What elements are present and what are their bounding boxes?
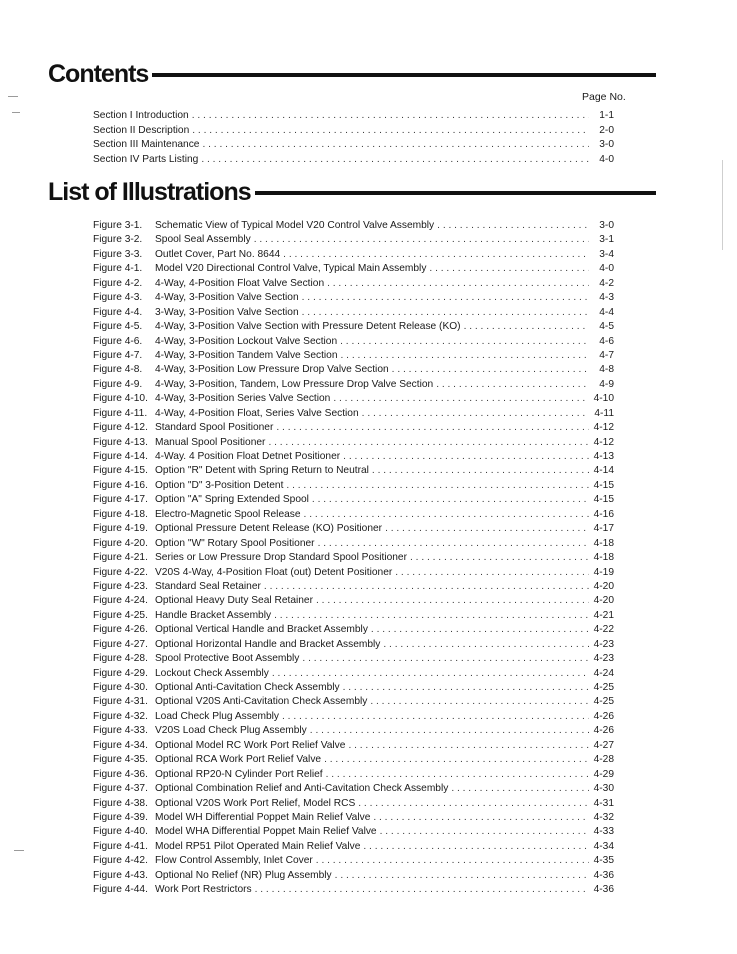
figure-page: 4-4 bbox=[599, 306, 614, 318]
figure-title: Handle Bracket Assembly bbox=[155, 609, 272, 621]
contents-entry bbox=[93, 154, 614, 169]
illustration-entry bbox=[93, 422, 614, 436]
contents-entry-title: Section IV Parts Listing bbox=[93, 153, 199, 165]
contents-list bbox=[93, 110, 614, 168]
figure-page: 4-3 bbox=[599, 292, 614, 304]
illustration-entry bbox=[93, 682, 614, 696]
illustrations-heading bbox=[48, 178, 656, 207]
dot-leader bbox=[371, 624, 589, 635]
illustration-entry bbox=[93, 263, 614, 277]
contents-title: Contents bbox=[48, 60, 149, 88]
illustration-entry bbox=[93, 437, 614, 451]
figure-number: Figure 3-1. bbox=[93, 220, 143, 231]
figure-number: Figure 4-29. bbox=[93, 667, 148, 679]
figure-number: Figure 4-22. bbox=[93, 566, 148, 578]
figure-page: 4-15 bbox=[593, 494, 614, 506]
figure-number: Figure 4-24. bbox=[93, 595, 148, 607]
illustration-entry bbox=[93, 826, 614, 840]
illustration-entry bbox=[93, 234, 614, 248]
illustration-entry bbox=[93, 740, 614, 754]
figure-number: Figure 4-8. bbox=[93, 364, 143, 376]
dot-leader bbox=[254, 234, 589, 245]
figure-title: Load Check Plug Assembly bbox=[155, 710, 280, 722]
illustration-entry bbox=[93, 769, 614, 783]
contents-heading bbox=[48, 60, 656, 89]
figure-page: 4-26 bbox=[593, 725, 614, 737]
illustration-entry bbox=[93, 480, 614, 494]
contents-entry bbox=[93, 139, 614, 154]
contents-entry-title: Section II Description bbox=[93, 124, 190, 136]
contents-entry-page: 3-0 bbox=[599, 139, 614, 150]
figure-number: Figure 4-23. bbox=[93, 580, 148, 592]
figure-title: Model WH Differential Poppet Main Relief Valve bbox=[155, 811, 371, 823]
contents-entry-page: 1-1 bbox=[599, 110, 614, 121]
dot-leader bbox=[283, 249, 589, 260]
figure-page: 4-8 bbox=[599, 364, 614, 376]
figure-page: 4-21 bbox=[593, 609, 614, 621]
scan-mark-top bbox=[8, 96, 18, 97]
figure-number: Figure 4-10. bbox=[93, 393, 148, 405]
figure-page: 4-11 bbox=[594, 407, 614, 419]
contents-entry bbox=[93, 110, 614, 125]
dot-leader bbox=[316, 595, 589, 606]
figure-number: Figure 3-3. bbox=[93, 248, 143, 260]
figure-page: 4-13 bbox=[593, 451, 614, 462]
dot-leader bbox=[192, 125, 589, 136]
figure-number: Figure 3-2. bbox=[93, 234, 143, 246]
figure-title: 4-Way, 3-Position, Tandem, Low Pressure Drop Valve Section bbox=[155, 378, 434, 390]
figure-title: V20S 4-Way, 4-Position Float (out) Detent Positioner bbox=[155, 566, 393, 578]
figure-page: 3-0 bbox=[599, 220, 614, 231]
illustration-entry bbox=[93, 567, 614, 581]
figure-page: 4-7 bbox=[599, 349, 614, 361]
figure-title: Model RP51 Pilot Operated Main Relief Valve bbox=[155, 840, 361, 852]
figure-title: Optional V20S Work Port Relief, Model RCS bbox=[155, 797, 356, 809]
illustration-entry bbox=[93, 336, 614, 350]
dot-leader bbox=[255, 884, 589, 895]
figure-number: Figure 4-13. bbox=[93, 436, 148, 448]
figure-number: Figure 4-30. bbox=[93, 682, 148, 693]
figure-page: 4-35 bbox=[593, 855, 614, 867]
illustration-entry bbox=[93, 494, 614, 508]
dot-leader bbox=[302, 653, 589, 664]
illustration-entry bbox=[93, 783, 614, 797]
figure-number: Figure 4-41. bbox=[93, 840, 148, 852]
figure-number: Figure 4-14. bbox=[93, 451, 148, 462]
illustration-entry bbox=[93, 668, 614, 682]
dot-leader bbox=[202, 139, 589, 150]
figure-page: 4-18 bbox=[593, 552, 614, 564]
figure-page: 3-1 bbox=[599, 234, 614, 246]
illustration-entry bbox=[93, 465, 614, 479]
figure-title: 4-Way, 3-Position Lockout Valve Section bbox=[155, 335, 338, 347]
dot-leader bbox=[312, 494, 589, 505]
figure-number: Figure 4-15. bbox=[93, 465, 148, 477]
figure-title: Optional Pressure Detent Release (KO) Positioner bbox=[155, 523, 383, 535]
figure-number: Figure 4-12. bbox=[93, 422, 148, 434]
illustration-entry bbox=[93, 552, 614, 566]
figure-title: Manual Spool Positioner bbox=[155, 436, 266, 448]
figure-page: 4-12 bbox=[593, 422, 614, 434]
figure-number: Figure 4-17. bbox=[93, 494, 148, 506]
dot-leader bbox=[392, 364, 589, 375]
figure-number: Figure 4-11. bbox=[93, 407, 148, 419]
dot-leader bbox=[348, 740, 589, 751]
figure-page: 4-9 bbox=[599, 378, 614, 390]
dot-leader bbox=[372, 465, 589, 476]
contents-entry bbox=[93, 125, 614, 140]
dot-leader bbox=[380, 826, 589, 837]
illustrations-title: List of Illustrations bbox=[48, 178, 251, 206]
contents-entry-page: 2-0 bbox=[599, 124, 614, 136]
figure-page: 4-0 bbox=[599, 263, 614, 275]
dot-leader bbox=[333, 393, 589, 404]
dot-leader bbox=[268, 437, 589, 448]
figure-number: Figure 4-27. bbox=[93, 638, 148, 650]
dot-leader bbox=[327, 278, 589, 289]
dot-leader bbox=[410, 552, 589, 563]
figure-title: 4-Way, 4-Position Float Valve Section bbox=[155, 277, 325, 289]
contents-entry-page: 4-0 bbox=[599, 153, 614, 165]
figure-title: Optional V20S Anti-Cavitation Check Assembly bbox=[155, 696, 368, 708]
dot-leader bbox=[302, 307, 589, 318]
dot-leader bbox=[326, 769, 589, 780]
figure-title: Spool Protective Boot Assembly bbox=[155, 653, 300, 665]
figure-title: 4-Way, 3-Position Low Pressure Drop Valve Section bbox=[155, 364, 389, 376]
dot-leader bbox=[343, 451, 589, 462]
figure-page: 4-20 bbox=[593, 580, 614, 592]
figure-page: 4-5 bbox=[599, 321, 614, 333]
figure-number: Figure 4-37. bbox=[93, 783, 148, 795]
figure-number: Figure 4-6. bbox=[93, 335, 143, 347]
figure-page: 4-25 bbox=[593, 682, 614, 693]
figure-title: Optional Model RC Work Port Relief Valve bbox=[155, 739, 346, 751]
figure-number: Figure 4-32. bbox=[93, 710, 148, 722]
figure-page: 4-26 bbox=[593, 710, 614, 722]
dot-leader bbox=[318, 538, 589, 549]
illustration-entry bbox=[93, 408, 614, 422]
figure-title: Optional Anti-Cavitation Check Assembly bbox=[155, 682, 340, 693]
dot-leader bbox=[282, 711, 589, 722]
figure-number: Figure 4-3. bbox=[93, 292, 143, 304]
illustration-entry bbox=[93, 393, 614, 407]
figure-number: Figure 4-2. bbox=[93, 277, 143, 289]
dot-leader bbox=[437, 220, 589, 231]
illustration-entry bbox=[93, 812, 614, 826]
illustration-entry bbox=[93, 249, 614, 263]
illustration-entry bbox=[93, 538, 614, 552]
dot-leader bbox=[370, 696, 589, 707]
figure-title: Optional Combination Relief and Anti-Cavitation Check Assembly bbox=[155, 783, 449, 795]
figure-number: Figure 4-21. bbox=[93, 552, 148, 564]
dot-leader bbox=[274, 610, 589, 621]
illustration-entry bbox=[93, 595, 614, 609]
figure-title: Option "W" Rotary Spool Positioner bbox=[155, 537, 315, 549]
dot-leader bbox=[451, 783, 589, 794]
figure-title: Spool Seal Assembly bbox=[155, 234, 251, 246]
figure-title: 4-Way, 3-Position Valve Section with Pressure Detent Release (KO) bbox=[155, 321, 461, 333]
figure-title: 4-Way, 3-Position Valve Section bbox=[155, 292, 299, 304]
figure-number: Figure 4-28. bbox=[93, 653, 148, 665]
figure-number: Figure 4-26. bbox=[93, 624, 148, 636]
figure-title: Model V20 Directional Control Valve, Typical Main Assembly bbox=[155, 263, 427, 275]
illustration-entry bbox=[93, 321, 614, 335]
figure-page: 4-14 bbox=[593, 465, 614, 477]
figure-page: 4-25 bbox=[593, 696, 614, 708]
illustration-entry bbox=[93, 451, 614, 465]
dot-leader bbox=[340, 336, 589, 347]
figure-page: 4-27 bbox=[593, 739, 614, 751]
contents-entry-title: Section I Introduction bbox=[93, 110, 189, 121]
figure-page: 4-10 bbox=[593, 393, 614, 405]
dot-leader bbox=[302, 292, 589, 303]
illustration-entry bbox=[93, 581, 614, 595]
dot-leader bbox=[395, 567, 589, 578]
contents-rule bbox=[152, 73, 656, 77]
figure-page: 4-6 bbox=[599, 335, 614, 347]
figure-page: 4-24 bbox=[593, 667, 614, 679]
illustration-entry bbox=[93, 754, 614, 768]
illustration-entry bbox=[93, 884, 614, 898]
figure-title: Schematic View of Typical Model V20 Control Valve Assembly bbox=[155, 220, 435, 231]
figure-title: Optional Horizontal Handle and Bracket Assembly bbox=[155, 638, 381, 650]
dot-leader bbox=[335, 870, 589, 881]
dot-leader bbox=[383, 639, 589, 650]
illustration-entry bbox=[93, 292, 614, 306]
dot-leader bbox=[324, 754, 589, 765]
illustration-entry bbox=[93, 841, 614, 855]
figure-page: 4-31 bbox=[593, 797, 614, 809]
illustration-entry bbox=[93, 278, 614, 292]
figure-title: Lockout Check Assembly bbox=[155, 667, 269, 679]
figure-page: 4-34 bbox=[593, 840, 614, 852]
figure-title: Electro-Magnetic Spool Release bbox=[155, 508, 301, 520]
figure-number: Figure 4-25. bbox=[93, 609, 148, 621]
dot-leader bbox=[362, 408, 589, 419]
figure-page: 4-29 bbox=[593, 768, 614, 780]
figure-title: 4-Way, 4-Position Float, Series Valve Section bbox=[155, 407, 359, 419]
figure-title: 4-Way, 3-Position Series Valve Section bbox=[155, 393, 331, 405]
dot-leader bbox=[429, 263, 589, 274]
illustration-entry bbox=[93, 523, 614, 537]
figure-title: Model WHA Differential Poppet Main Relief Valve bbox=[155, 826, 377, 838]
page-no-column-label: Page No. bbox=[582, 91, 626, 103]
scan-mark-bottom bbox=[14, 850, 24, 851]
figure-title: 4-Way. 4 Position Float Detnet Positioner bbox=[155, 451, 341, 462]
illustration-entry bbox=[93, 870, 614, 884]
figure-number: Figure 4-38. bbox=[93, 797, 148, 809]
figure-number: Figure 4-31. bbox=[93, 696, 148, 708]
illustration-entry bbox=[93, 725, 614, 739]
figure-title: Optional Vertical Handle and Bracket Assembly bbox=[155, 624, 368, 636]
figure-number: Figure 4-35. bbox=[93, 754, 148, 766]
dot-leader bbox=[385, 523, 589, 534]
figure-title: Option "D" 3-Position Detent bbox=[155, 479, 284, 491]
figure-number: Figure 4-36. bbox=[93, 768, 148, 780]
scan-mark-top-2 bbox=[12, 112, 20, 113]
dot-leader bbox=[264, 581, 589, 592]
dot-leader bbox=[201, 154, 589, 165]
dot-leader bbox=[316, 855, 589, 866]
figure-title: 3-Way, 3-Position Valve Section bbox=[155, 306, 299, 318]
figure-number: Figure 4-34. bbox=[93, 739, 148, 751]
illustration-entry bbox=[93, 220, 614, 234]
illustration-entry bbox=[93, 653, 614, 667]
figure-number: Figure 4-1. bbox=[93, 263, 143, 275]
figure-number: Figure 4-16. bbox=[93, 479, 148, 491]
figure-title: Option "R" Detent with Spring Return to Neutral bbox=[155, 465, 369, 477]
illustration-entry bbox=[93, 711, 614, 725]
dot-leader bbox=[310, 725, 589, 736]
dot-leader bbox=[363, 841, 589, 852]
figure-number: Figure 4-33. bbox=[93, 725, 148, 737]
dot-leader bbox=[358, 798, 589, 809]
figure-number: Figure 4-18. bbox=[93, 508, 148, 520]
figure-number: Figure 4-7. bbox=[93, 349, 143, 361]
figure-page: 4-32 bbox=[593, 811, 614, 823]
figure-page: 4-36 bbox=[593, 869, 614, 881]
figure-page: 4-18 bbox=[593, 537, 614, 549]
figure-title: Standard Seal Retainer bbox=[155, 580, 261, 592]
figure-page: 4-30 bbox=[593, 783, 614, 795]
figure-page: 4-12 bbox=[593, 436, 614, 448]
illustrations-rule bbox=[255, 191, 656, 195]
illustration-entry bbox=[93, 696, 614, 710]
figure-page: 4-20 bbox=[593, 595, 614, 607]
dot-leader bbox=[286, 480, 589, 491]
figure-page: 4-23 bbox=[593, 638, 614, 650]
figure-number: Figure 4-40. bbox=[93, 826, 148, 838]
illustration-entry bbox=[93, 610, 614, 624]
figure-title: Flow Control Assembly, Inlet Cover bbox=[155, 855, 313, 867]
figure-page: 4-22 bbox=[593, 624, 614, 636]
dot-leader bbox=[276, 422, 589, 433]
figure-title: Standard Spool Positioner bbox=[155, 422, 274, 434]
figure-title: Series or Low Pressure Drop Standard Spool Positioner bbox=[155, 552, 407, 564]
dot-leader bbox=[373, 812, 589, 823]
figure-number: Figure 4-42. bbox=[93, 855, 148, 867]
dot-leader bbox=[436, 379, 589, 390]
figure-title: Optional RCA Work Port Relief Valve bbox=[155, 754, 322, 766]
figure-number: Figure 4-43. bbox=[93, 869, 148, 881]
figure-title: V20S Load Check Plug Assembly bbox=[155, 725, 307, 737]
contents-entry-title: Section III Maintenance bbox=[93, 139, 200, 150]
illustration-entry bbox=[93, 855, 614, 869]
scan-edge-line bbox=[722, 160, 723, 250]
figure-title: Optional RP20-N Cylinder Port Relief bbox=[155, 768, 323, 780]
illustration-entry bbox=[93, 509, 614, 523]
dot-leader bbox=[341, 350, 589, 361]
figure-title: Option "A" Spring Extended Spool bbox=[155, 494, 309, 506]
figure-title: Outlet Cover, Part No. 8644 bbox=[155, 248, 281, 260]
dot-leader bbox=[343, 682, 589, 693]
illustration-entry bbox=[93, 350, 614, 364]
figure-page: 4-33 bbox=[593, 826, 614, 838]
figure-page: 4-28 bbox=[593, 754, 614, 766]
dot-leader bbox=[304, 509, 589, 520]
figure-number: Figure 4-39. bbox=[93, 811, 148, 823]
figure-title: Work Port Restrictors bbox=[155, 884, 252, 896]
figure-number: Figure 4-44. bbox=[93, 884, 148, 896]
figure-number: Figure 4-19. bbox=[93, 523, 148, 535]
figure-page: 4-23 bbox=[593, 653, 614, 665]
figure-page: 4-19 bbox=[593, 566, 614, 578]
dot-leader bbox=[464, 321, 589, 332]
figure-number: Figure 4-5. bbox=[93, 321, 143, 333]
dot-leader bbox=[272, 668, 589, 679]
illustration-entry bbox=[93, 639, 614, 653]
illustration-entry bbox=[93, 307, 614, 321]
illustration-entry bbox=[93, 379, 614, 393]
figure-title: 4-Way, 3-Position Tandem Valve Section bbox=[155, 349, 338, 361]
dot-leader bbox=[192, 110, 589, 121]
figure-page: 4-2 bbox=[599, 277, 614, 289]
figure-page: 4-15 bbox=[593, 479, 614, 491]
illustration-entry bbox=[93, 624, 614, 638]
illustration-entry bbox=[93, 798, 614, 812]
figure-number: Figure 4-4. bbox=[93, 306, 143, 318]
figure-page: 3-4 bbox=[599, 248, 614, 260]
figure-number: Figure 4-20. bbox=[93, 537, 148, 549]
figure-page: 4-17 bbox=[593, 523, 614, 535]
figure-title: Optional No Relief (NR) Plug Assembly bbox=[155, 869, 332, 881]
figure-number: Figure 4-9. bbox=[93, 378, 143, 390]
illustrations-list bbox=[93, 220, 614, 899]
figure-title: Optional Heavy Duty Seal Retainer bbox=[155, 595, 313, 607]
figure-page: 4-16 bbox=[593, 508, 614, 520]
figure-page: 4-36 bbox=[593, 884, 614, 896]
illustration-entry bbox=[93, 364, 614, 378]
